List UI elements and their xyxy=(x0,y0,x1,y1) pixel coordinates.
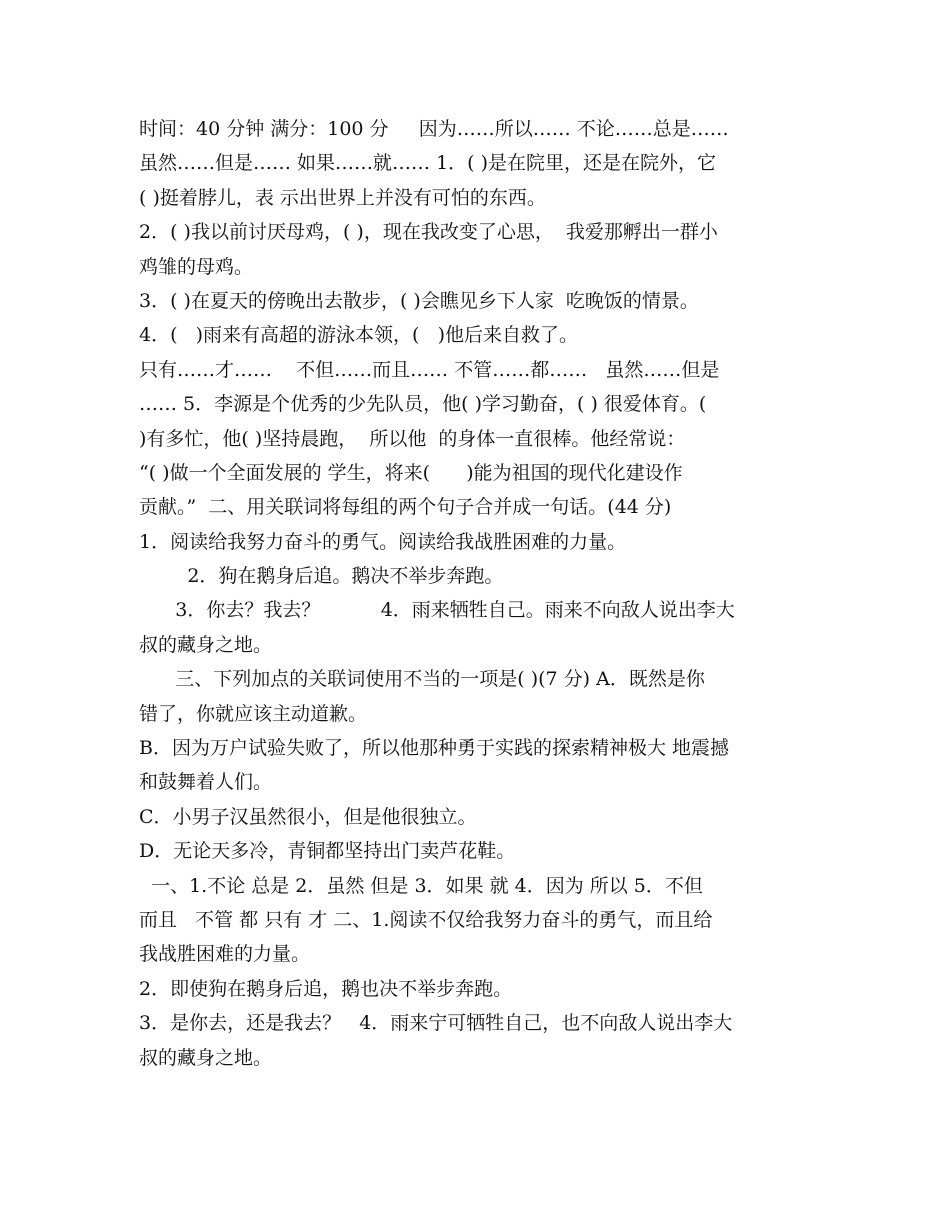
text-line: 3．是你去，还是我去？ 4．雨来宁可牺牲自己，也不向敌人说出李大 xyxy=(139,1012,733,1035)
text-line: B．因为万户试验失败了，所以他那种勇于实践的探索精神极大 地震撼 xyxy=(139,737,730,760)
text-line: ( )挺着脖儿，表 示出世界上并没有可怕的东西。 xyxy=(139,186,546,209)
text-line: D．无论天多冷，青铜都坚持出门卖芦花鞋。 xyxy=(139,840,516,863)
text-line: …… 5．李源是个优秀的少先队员，他( )学习勤奋，( ) 很爱体育。( xyxy=(139,393,707,416)
text-line: 2．狗在鹅身后追。鹅决不举步奔跑。 xyxy=(139,565,504,588)
text-line: 叔的藏身之地。 xyxy=(139,1046,273,1069)
text-line: 错了，你就应该主动道歉。 xyxy=(139,702,368,725)
text-line: 只有……才…… 不但……而且…… 不管……都…… 虽然……但是 xyxy=(139,358,720,381)
text-line: 鸡雏的母鸡。 xyxy=(139,255,254,278)
text-line: 和鼓舞着人们。 xyxy=(139,771,273,794)
text-line: C．小男子汉虽然很小，但是他很独立。 xyxy=(139,805,477,828)
text-line: 贡献。” 二、用关联词将每组的两个句子合并成一句话。(44 分) xyxy=(139,496,672,519)
text-line: 4．( )雨来有高超的游泳本领，( )他后来自救了。 xyxy=(139,324,578,347)
text-line: 3．你去？我去？ 4．雨来牺牲自己。雨来不向敌人说出李大 xyxy=(139,599,735,622)
text-line: 我战胜困难的力量。 xyxy=(139,943,311,966)
document-body xyxy=(139,112,819,1075)
text-line: 叔的藏身之地。 xyxy=(139,633,273,656)
text-line: 虽然……但是…… 如果……就…… 1．( )是在院里，还是在院外，它 xyxy=(139,152,717,175)
text-line: 三、下列加点的关联词使用不当的一项是( )(7 分) A．既然是你 xyxy=(139,668,705,691)
text-line: 时间：40 分钟 满分：100 分 因为……所以…… 不论……总是…… xyxy=(139,118,729,140)
text-line: 一、1.不论 总是 2．虽然 但是 3．如果 就 4．因为 所以 5．不但 xyxy=(139,874,703,897)
text-line: )有多忙，他( )坚持晨跑， 所以他 的身体一直很棒。他经常说： xyxy=(139,427,686,450)
text-line: 1．阅读给我努力奋斗的勇气。阅读给我战胜困难的力量。 xyxy=(139,530,627,553)
text-line: “( )做一个全面发展的 学生，将来( )能为祖国的现代化建设作 xyxy=(139,461,683,484)
text-line: 2．( )我以前讨厌母鸡，( )，现在我改变了心思， 我爱那孵出一群小 xyxy=(139,221,718,244)
text-line: 3．( )在夏天的傍晚出去散步，( )会瞧见乡下人家 吃晚饭的情景。 xyxy=(139,289,699,312)
text-line: 而且 不管 都 只有 才 二、1.阅读不仅给我努力奋斗的勇气，而且给 xyxy=(139,908,713,931)
text-line: 2．即使狗在鹅身后追，鹅也决不举步奔跑。 xyxy=(139,977,513,1000)
